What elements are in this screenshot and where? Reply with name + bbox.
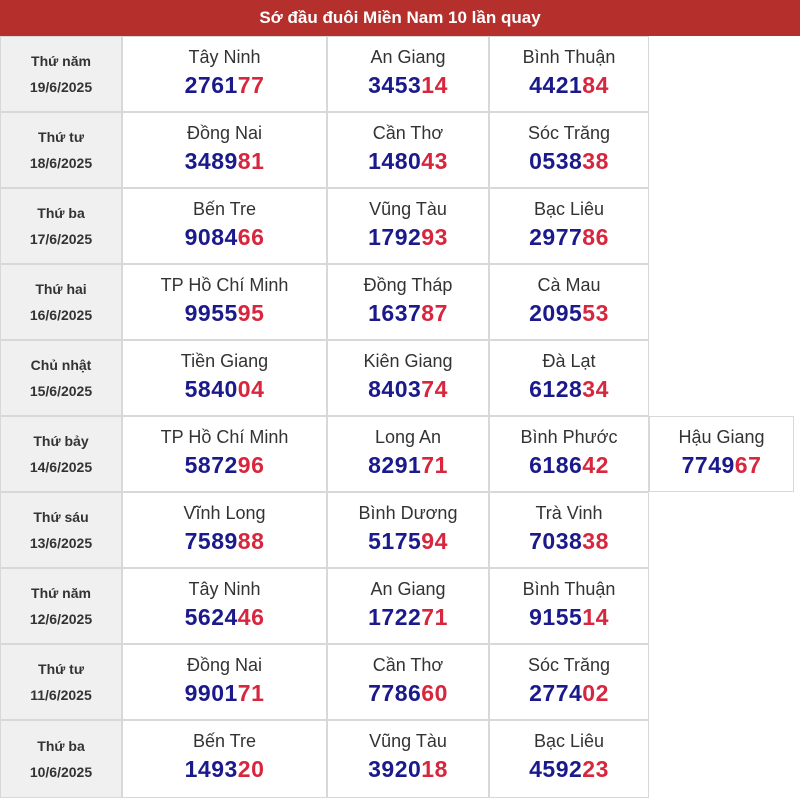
number-tail-digits: 94 bbox=[421, 528, 448, 554]
draw-date: 11/6/2025 bbox=[30, 687, 92, 703]
lottery-number bbox=[368, 452, 448, 479]
province-name: Cần Thơ bbox=[372, 123, 444, 143]
province-name: Kiên Giang bbox=[363, 351, 453, 371]
result-cell bbox=[327, 112, 489, 188]
draw-day-cell bbox=[0, 36, 122, 112]
number-tail-digits: 87 bbox=[421, 300, 448, 326]
number-head-digits: 7589 bbox=[184, 528, 238, 554]
weekday-label: Chủ nhật bbox=[30, 357, 92, 373]
draw-date: 15/6/2025 bbox=[29, 383, 93, 399]
number-tail-digits: 23 bbox=[582, 756, 609, 782]
lottery-number bbox=[529, 148, 609, 175]
result-cell bbox=[122, 644, 327, 720]
result-cell bbox=[327, 644, 489, 720]
province-name: An Giang bbox=[370, 579, 446, 599]
number-tail-digits: 38 bbox=[582, 528, 609, 554]
lottery-number bbox=[529, 528, 609, 555]
number-tail-digits: 34 bbox=[582, 376, 609, 402]
number-head-digits: 7749 bbox=[681, 452, 735, 478]
result-cell bbox=[489, 644, 649, 720]
number-head-digits: 0538 bbox=[529, 148, 583, 174]
result-cell bbox=[489, 264, 649, 340]
result-cell bbox=[489, 416, 649, 492]
result-cell bbox=[489, 188, 649, 264]
province-name: Đồng Nai bbox=[186, 655, 263, 675]
draw-day-cell bbox=[0, 264, 122, 340]
result-cell bbox=[489, 492, 649, 568]
number-tail-digits: 96 bbox=[237, 452, 265, 478]
weekday-label: Thứ tư bbox=[38, 661, 84, 677]
number-head-digits: 2095 bbox=[529, 300, 583, 326]
result-cell bbox=[489, 340, 649, 416]
number-head-digits: 4421 bbox=[529, 72, 583, 98]
number-tail-digits: 67 bbox=[734, 452, 762, 478]
lottery-number bbox=[368, 148, 448, 175]
result-cell bbox=[327, 568, 489, 644]
table-row bbox=[0, 264, 800, 340]
province-name: Bình Thuận bbox=[522, 47, 616, 67]
number-head-digits: 5840 bbox=[184, 376, 238, 402]
province-name: Bình Thuận bbox=[522, 579, 616, 599]
draw-date: 12/6/2025 bbox=[29, 611, 93, 627]
table-row bbox=[0, 416, 800, 492]
number-tail-digits: 95 bbox=[237, 300, 265, 326]
draw-date: 13/6/2025 bbox=[29, 535, 93, 551]
draw-date: 19/6/2025 bbox=[29, 79, 93, 95]
province-name: Long An bbox=[374, 427, 442, 447]
lottery-number bbox=[185, 756, 265, 783]
number-tail-digits: 42 bbox=[582, 452, 609, 478]
lottery-number bbox=[529, 224, 609, 251]
draw-date: 17/6/2025 bbox=[29, 231, 93, 247]
number-tail-digits: 14 bbox=[421, 72, 448, 98]
draw-day-cell bbox=[0, 720, 122, 798]
draw-day-cell bbox=[0, 188, 122, 264]
result-cell bbox=[327, 492, 489, 568]
province-name: Hậu Giang bbox=[678, 427, 765, 447]
lottery-number bbox=[185, 528, 265, 555]
province-name: Vũng Tàu bbox=[369, 199, 447, 219]
number-tail-digits: 38 bbox=[582, 148, 609, 174]
result-cell bbox=[327, 188, 489, 264]
draw-day-cell bbox=[0, 568, 122, 644]
number-head-digits: 2774 bbox=[529, 680, 583, 706]
number-head-digits: 2761 bbox=[184, 72, 238, 98]
result-cell bbox=[122, 568, 327, 644]
lottery-number bbox=[368, 300, 448, 327]
weekday-label: Thứ sáu bbox=[33, 509, 89, 525]
number-head-digits: 1637 bbox=[368, 300, 422, 326]
result-cell bbox=[489, 36, 649, 112]
result-cell bbox=[327, 720, 489, 798]
lottery-number bbox=[529, 300, 609, 327]
table-row bbox=[0, 644, 800, 720]
number-tail-digits: 66 bbox=[237, 224, 265, 250]
number-head-digits: 9901 bbox=[184, 680, 238, 706]
draw-date: 16/6/2025 bbox=[29, 307, 93, 323]
result-cell bbox=[122, 264, 327, 340]
number-tail-digits: 77 bbox=[237, 72, 265, 98]
table-row bbox=[0, 112, 800, 188]
number-head-digits: 1792 bbox=[368, 224, 422, 250]
lottery-number bbox=[529, 604, 609, 631]
draw-day-cell bbox=[0, 340, 122, 416]
province-name: TP Hồ Chí Minh bbox=[160, 275, 289, 295]
lottery-number bbox=[368, 756, 448, 783]
province-name: Bạc Liêu bbox=[533, 199, 605, 219]
number-tail-digits: 71 bbox=[421, 604, 448, 630]
province-name: Đồng Tháp bbox=[363, 275, 453, 295]
lottery-number bbox=[368, 224, 448, 251]
number-head-digits: 8403 bbox=[368, 376, 422, 402]
number-head-digits: 4592 bbox=[529, 756, 583, 782]
weekday-label: Thứ ba bbox=[37, 738, 85, 754]
number-tail-digits: 04 bbox=[237, 376, 265, 402]
province-name: TP Hồ Chí Minh bbox=[160, 427, 289, 447]
number-head-digits: 1722 bbox=[368, 604, 422, 630]
result-cell bbox=[122, 720, 327, 798]
number-tail-digits: 81 bbox=[237, 148, 265, 174]
province-name: Sóc Trăng bbox=[527, 123, 611, 143]
weekday-label: Thứ tư bbox=[38, 129, 84, 145]
table-row bbox=[0, 340, 800, 416]
province-name: Bình Dương bbox=[358, 503, 458, 523]
table-row bbox=[0, 720, 800, 798]
number-tail-digits: 93 bbox=[421, 224, 448, 250]
number-tail-digits: 46 bbox=[237, 604, 265, 630]
province-name: Bến Tre bbox=[192, 731, 257, 751]
number-head-digits: 3920 bbox=[368, 756, 422, 782]
lottery-number bbox=[185, 452, 265, 479]
table-title: Sớ đầu đuôi Miền Nam 10 lần quay bbox=[0, 0, 800, 36]
number-tail-digits: 71 bbox=[421, 452, 448, 478]
lottery-number bbox=[368, 604, 448, 631]
table-row bbox=[0, 568, 800, 644]
province-name: Tây Ninh bbox=[188, 579, 261, 599]
lottery-number bbox=[368, 680, 448, 707]
lottery-number bbox=[185, 604, 265, 631]
number-tail-digits: 84 bbox=[582, 72, 609, 98]
table-row bbox=[0, 188, 800, 264]
province-name: Đà Lạt bbox=[542, 351, 596, 371]
province-name: Cà Mau bbox=[537, 275, 601, 295]
province-name: Vĩnh Long bbox=[183, 503, 266, 523]
lottery-number bbox=[368, 528, 448, 555]
province-name: Bạc Liêu bbox=[533, 731, 605, 751]
results-table bbox=[0, 36, 800, 798]
result-cell bbox=[327, 36, 489, 112]
number-tail-digits: 71 bbox=[237, 680, 265, 706]
number-tail-digits: 02 bbox=[582, 680, 609, 706]
lottery-number bbox=[185, 148, 265, 175]
weekday-label: Thứ năm bbox=[31, 53, 91, 69]
number-head-digits: 8291 bbox=[368, 452, 422, 478]
number-head-digits: 1480 bbox=[368, 148, 422, 174]
result-cell bbox=[489, 112, 649, 188]
number-head-digits: 3453 bbox=[368, 72, 422, 98]
number-head-digits: 5872 bbox=[184, 452, 238, 478]
number-head-digits: 6128 bbox=[529, 376, 583, 402]
number-head-digits: 9955 bbox=[184, 300, 238, 326]
number-head-digits: 7038 bbox=[529, 528, 583, 554]
result-cell bbox=[122, 492, 327, 568]
draw-day-cell bbox=[0, 416, 122, 492]
result-cell bbox=[327, 340, 489, 416]
result-cell bbox=[122, 112, 327, 188]
number-tail-digits: 18 bbox=[421, 756, 448, 782]
province-name: Trà Vinh bbox=[535, 503, 603, 523]
number-tail-digits: 14 bbox=[582, 604, 609, 630]
province-name: Vũng Tàu bbox=[369, 731, 447, 751]
draw-day-cell bbox=[0, 644, 122, 720]
province-name: An Giang bbox=[370, 47, 446, 67]
number-tail-digits: 43 bbox=[421, 148, 448, 174]
province-name: Tây Ninh bbox=[188, 47, 261, 67]
lottery-number bbox=[682, 452, 762, 479]
number-head-digits: 1493 bbox=[184, 756, 238, 782]
weekday-label: Thứ bảy bbox=[33, 433, 89, 449]
draw-day-cell bbox=[0, 492, 122, 568]
result-cell bbox=[122, 188, 327, 264]
number-tail-digits: 88 bbox=[237, 528, 265, 554]
lottery-number bbox=[529, 452, 609, 479]
number-tail-digits: 74 bbox=[421, 376, 448, 402]
lottery-number bbox=[529, 72, 609, 99]
number-head-digits: 9084 bbox=[184, 224, 238, 250]
draw-date: 10/6/2025 bbox=[29, 764, 93, 780]
draw-date: 18/6/2025 bbox=[29, 155, 93, 171]
lottery-number bbox=[529, 376, 609, 403]
result-cell bbox=[122, 36, 327, 112]
lottery-number bbox=[368, 376, 448, 403]
number-tail-digits: 86 bbox=[582, 224, 609, 250]
draw-date: 14/6/2025 bbox=[29, 459, 93, 475]
number-head-digits: 5624 bbox=[184, 604, 238, 630]
result-cell bbox=[327, 264, 489, 340]
number-tail-digits: 20 bbox=[237, 756, 265, 782]
lottery-number bbox=[368, 72, 448, 99]
number-head-digits: 2977 bbox=[529, 224, 583, 250]
lottery-number bbox=[185, 224, 265, 251]
weekday-label: Thứ hai bbox=[35, 281, 87, 297]
lottery-number bbox=[185, 300, 265, 327]
lottery-number bbox=[185, 680, 265, 707]
result-cell bbox=[122, 416, 327, 492]
number-head-digits: 7786 bbox=[368, 680, 422, 706]
province-name: Đồng Nai bbox=[186, 123, 263, 143]
province-name: Tiền Giang bbox=[180, 351, 269, 371]
number-tail-digits: 60 bbox=[421, 680, 448, 706]
province-name: Bến Tre bbox=[192, 199, 257, 219]
number-head-digits: 5175 bbox=[368, 528, 422, 554]
lottery-number bbox=[185, 376, 265, 403]
result-cell bbox=[489, 568, 649, 644]
province-name: Sóc Trăng bbox=[527, 655, 611, 675]
lottery-number bbox=[529, 680, 609, 707]
result-cell bbox=[649, 416, 794, 492]
result-cell bbox=[122, 340, 327, 416]
result-cell bbox=[489, 720, 649, 798]
lottery-number bbox=[185, 72, 265, 99]
number-head-digits: 9155 bbox=[529, 604, 583, 630]
province-name: Cần Thơ bbox=[372, 655, 444, 675]
result-cell bbox=[327, 416, 489, 492]
weekday-label: Thứ năm bbox=[31, 585, 91, 601]
number-head-digits: 6186 bbox=[529, 452, 583, 478]
number-head-digits: 3489 bbox=[184, 148, 238, 174]
number-tail-digits: 53 bbox=[582, 300, 609, 326]
table-row bbox=[0, 36, 800, 112]
lottery-number bbox=[529, 756, 609, 783]
draw-day-cell bbox=[0, 112, 122, 188]
weekday-label: Thứ ba bbox=[37, 205, 85, 221]
table-row bbox=[0, 492, 800, 568]
province-name: Bình Phước bbox=[520, 427, 618, 447]
